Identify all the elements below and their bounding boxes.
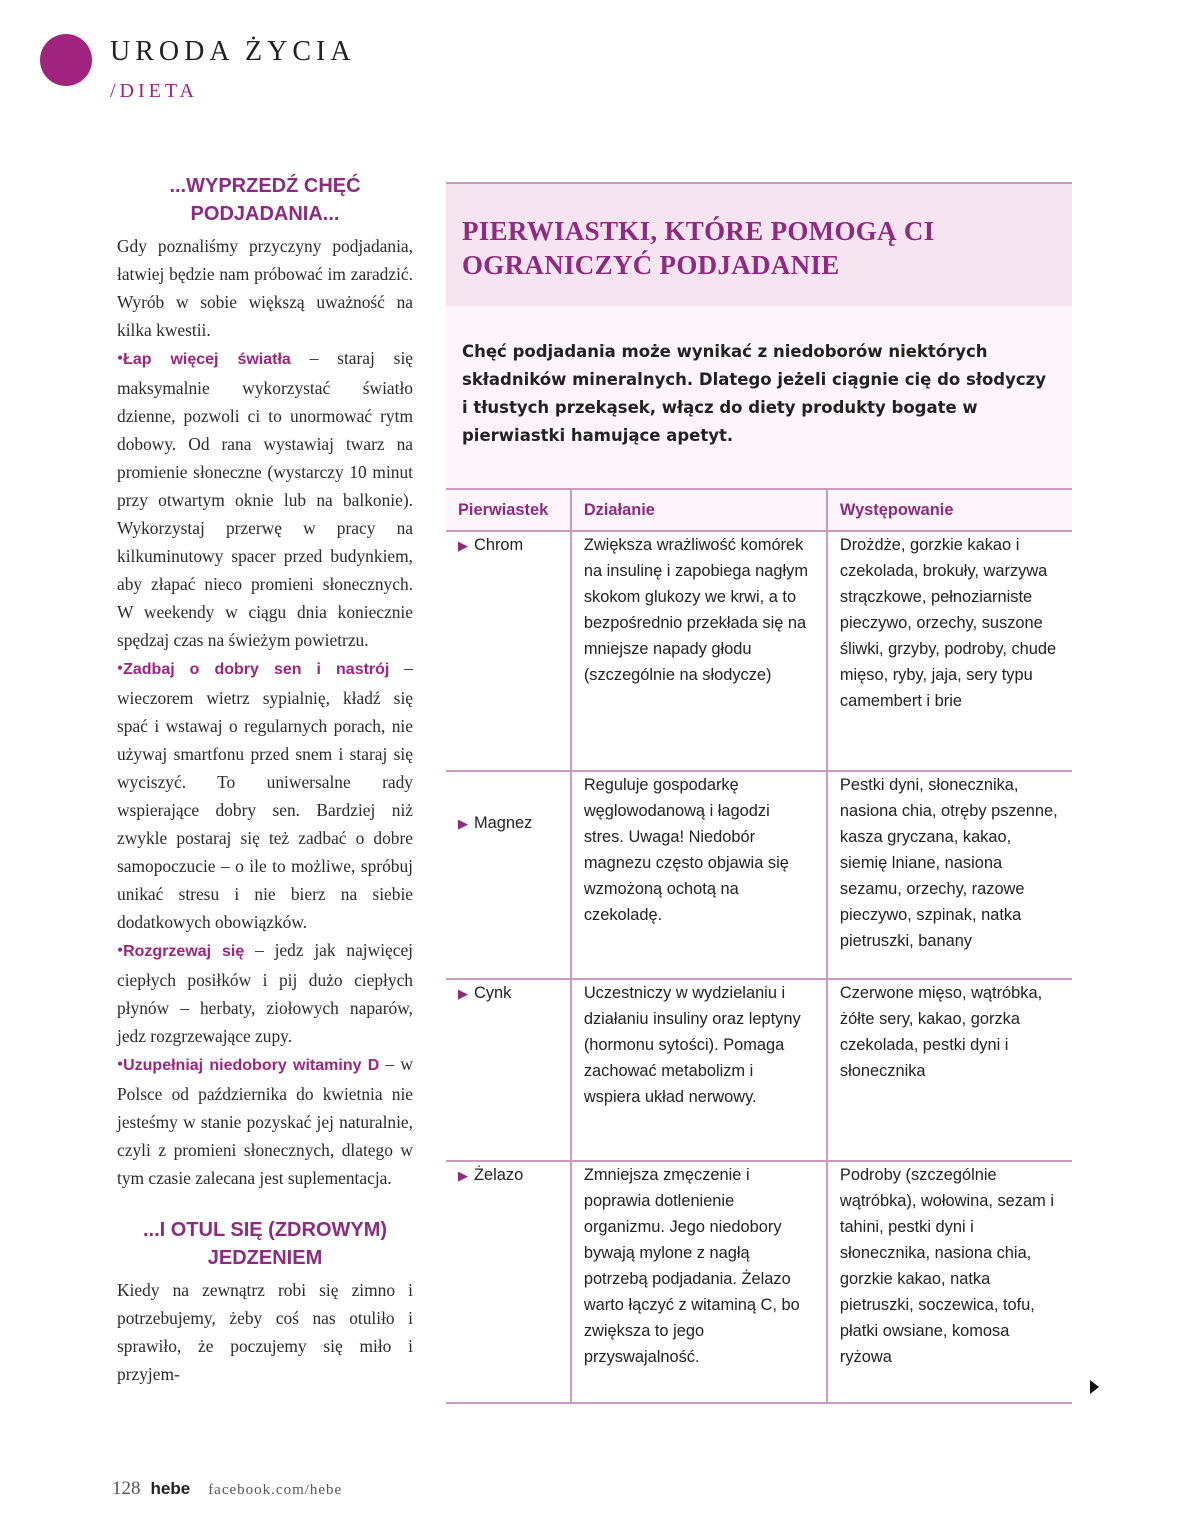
- bullet-text: – wieczorem wietrz sypialnię, kładź się spać i wstawaj o regularnych porach, nie używaj smartfonu przed snem i staraj się wyciszyć. To uniwersalne rady wspierające dobry sen. Bardziej niż zwykle postaraj się też zadbać o dobre samopoczucie – o ile to możliwe, spróbuj unikać stresu i nie bierz na siebie dodatkowych obowiązków.: [117, 658, 413, 932]
- element-name: Magnez: [474, 814, 533, 832]
- bullet-text: – w Polsce od października do kwietnia nie jesteśmy w stanie pozyskać jej naturalnie, czyli z promieni słonecznych, dlatego w tym czasie zalecana jest suplementacja.: [117, 1054, 413, 1188]
- panel-intro-text: Chęć podjadania może wynikać z niedoborów niektórych składników mineralnych. Dlatego jeżeli ciągnie cię do słodyczy i tłustych przekąsek, włącz do diety produkty bogate w pierwiastki hamujące apetyt.: [462, 342, 1046, 445]
- table-header-row: [446, 489, 1072, 531]
- bullet-lead: Łap więcej światła: [123, 351, 291, 368]
- triangle-arrow-right-icon: ▶: [458, 986, 468, 1001]
- element-cell: [446, 1161, 571, 1403]
- heading-wyprzedz: ...WYPRZEDŹ CHĘĆ PODJADANIA...: [169, 175, 361, 225]
- section-title: URODA ŻYCIA: [110, 36, 356, 67]
- next-page-arrow-icon: [1090, 1380, 1099, 1394]
- bullet-lead: Zadbaj o dobry sen i nastrój: [123, 661, 390, 678]
- element-cell: [446, 979, 571, 1161]
- panel-title: PIERWIASTKI, KTÓRE POMOGĄ CI OGRANICZYĆ PODJADANIE: [462, 216, 935, 280]
- elements-table: [446, 488, 1072, 1404]
- heading-otul: ...I OTUL SIĘ (ZDROWYM) JEDZENIEM: [142, 1219, 388, 1269]
- triangle-arrow-right-icon: ▶: [458, 538, 468, 553]
- bullet-lead: Uzupełniaj niedobory witaminy D: [123, 1057, 380, 1074]
- bullet-dot-icon: •: [117, 940, 124, 960]
- panel-intro: [446, 306, 1072, 488]
- page-number: 128: [112, 1478, 141, 1499]
- element-cell: [446, 531, 571, 771]
- panel-header: [446, 182, 1072, 306]
- bullet-dot-icon: •: [117, 658, 124, 678]
- sources-cell: Pestki dyni, słonecznika, nasiona chia, otręby pszenne, kasza gryczana, kakao, siemię lniane, nasiona sezamu, orzechy, razowe pieczywo, szpinak, natka pietruszki, banany: [827, 771, 1072, 979]
- bullet-sleep: [117, 654, 413, 936]
- bullet-text: – staraj się maksymalnie wykorzystać światło dzienne, pozwoli ci to unormować rytm dobowy. Od rana wystawiaj twarz na promienie słoneczne (wystarczy 10 minut przy otwartym oknie lub na balkonie). Wykorzystaj przerwę w pracy na kilkuminutowy spacer przed budynkiem, aby złapać nieco promieni słonecznych. W weekendy w ciągu dnia koniecznie spędzaj czas na świeżym powietrzu.: [117, 348, 414, 650]
- sources-cell: Podroby (szczególnie wątróbka), wołowina, sezam i tahini, pestki dyni i słonecznika, nasiona chia, gorzkie kakao, natka pietruszki, soczewica, tofu, płatki owsiane, komosa ryżowa: [827, 1161, 1072, 1403]
- footer-brand: hebe: [150, 1479, 191, 1498]
- triangle-arrow-right-icon: ▶: [458, 1168, 468, 1183]
- element-cell: [446, 771, 571, 979]
- brand-dot-logo: [40, 34, 92, 86]
- action-cell: Uczestniczy w wydzielaniu i działaniu insuliny oraz leptyny (hormonu sytości). Pomaga zachować metabolizm i wspiera układ nerwowy.: [571, 979, 827, 1161]
- sources-cell: Czerwone mięso, wątróbka, żółte sery, kakao, gorzka czekolada, pestki dyni i słonecznika: [827, 979, 1072, 1161]
- column-header: Występowanie: [827, 489, 1072, 531]
- table-row: [446, 1161, 1072, 1403]
- elements-info-panel: [446, 182, 1072, 1404]
- bullet-lead: Rozgrzewaj się: [123, 943, 245, 960]
- left-article-column: [117, 172, 413, 1388]
- outro-paragraph: Kiedy na zewnątrz robi się zimno i potrzebujemy, żeby coś nas otuliło i sprawiło, że poczujemy się miło i przyjem-: [117, 1280, 413, 1384]
- bullet-light: [117, 344, 413, 654]
- triangle-arrow-right-icon: ▶: [458, 816, 468, 831]
- bullet-warm: [117, 936, 413, 1050]
- action-cell: Zmniejsza zmęczenie i poprawia dotlenienie organizmu. Jego niedobory bywają mylone z nagłą potrzebą podjadania. Żelazo warto łączyć z witaminą C, bo zwiększa to jego przyswajalność.: [571, 1161, 827, 1403]
- table-row: [446, 771, 1072, 979]
- bullet-dot-icon: •: [117, 1054, 124, 1074]
- bullet-dot-icon: •: [117, 348, 124, 368]
- column-header: Pierwiastek: [446, 489, 571, 531]
- footer-social-link: facebook.com/hebe: [208, 1482, 343, 1498]
- element-name: Chrom: [474, 536, 524, 554]
- table-row: [446, 979, 1072, 1161]
- section-subtitle: /DIETA: [110, 80, 198, 102]
- page-footer: [112, 1478, 342, 1500]
- bullet-vitamin-d: [117, 1050, 413, 1192]
- table-row: [446, 531, 1072, 771]
- column-header: Działanie: [571, 489, 827, 531]
- element-name: Cynk: [474, 984, 512, 1002]
- sources-cell: Drożdże, gorzkie kakao i czekolada, brokuły, warzywa strączkowe, pełnoziarniste pieczywo, orzechy, suszone śliwki, grzyby, podroby, chude mięso, ryby, jaja, sery typu camembert i brie: [827, 531, 1072, 771]
- bullet-text: – jedz jak najwięcej ciepłych posiłków i pij dużo ciepłych płynów – herbaty, ziołowych naparów, jedz rozgrzewające zupy.: [117, 940, 414, 1046]
- action-cell: Reguluje gospodarkę węglowodanową i łagodzi stres. Uwaga! Niedobór magnezu często objawia się wzmożoną ochotą na czekoladę.: [571, 771, 827, 979]
- intro-paragraph: Gdy poznaliśmy przyczyny podjadania, łatwiej będzie nam próbować im zaradzić. Wyrób w sobie większą uważność na kilka kwestii.: [117, 236, 413, 340]
- action-cell: Zwiększa wrażliwość komórek na insulinę i zapobiega nagłym skokom glukozy we krwi, a to bezpośrednio przekłada się na mniejsze napady głodu (szczególnie na słodycze): [571, 531, 827, 771]
- element-name: Żelazo: [474, 1166, 524, 1184]
